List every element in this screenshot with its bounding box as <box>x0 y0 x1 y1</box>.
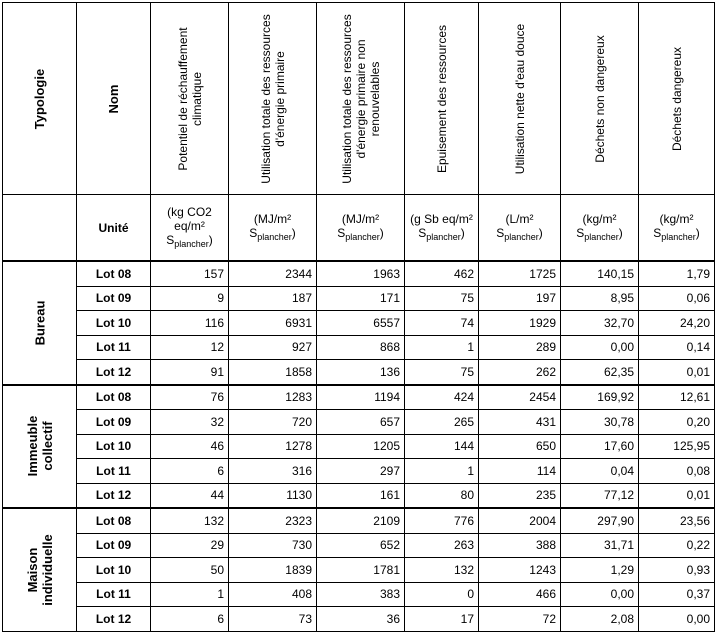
value-cell: 2454 <box>479 385 561 410</box>
value-cell: 2004 <box>479 508 561 533</box>
value-cell: 6 <box>151 607 229 632</box>
table-row <box>3 410 715 435</box>
value-cell: 2344 <box>229 261 317 286</box>
unit-s: S <box>496 225 505 240</box>
table-row <box>3 558 715 583</box>
value-cell: 0,08 <box>639 459 715 484</box>
value-cell: 80 <box>405 483 479 508</box>
value-cell: 316 <box>229 459 317 484</box>
unit-main: (MJ/m² <box>341 211 380 226</box>
value-cell: 1839 <box>229 558 317 583</box>
table-row <box>3 286 715 311</box>
table-row <box>3 335 715 360</box>
value-cell: 776 <box>405 508 479 533</box>
value-cell: 0,04 <box>561 459 639 484</box>
value-cell: 1725 <box>479 261 561 286</box>
unit-close: ) <box>379 225 384 240</box>
value-cell: 424 <box>405 385 479 410</box>
table-row <box>3 533 715 558</box>
unit-row <box>3 195 715 262</box>
value-cell: 1858 <box>229 360 317 385</box>
lot-cell: Lot 11 <box>77 335 151 360</box>
value-cell: 36 <box>317 607 405 632</box>
unit-close: ) <box>291 225 296 240</box>
unit-subscript: plancher <box>661 231 696 242</box>
value-cell: 1278 <box>229 434 317 459</box>
unit-s: S <box>653 225 662 240</box>
value-cell: 50 <box>151 558 229 583</box>
unit-main: (L/m² <box>505 211 534 226</box>
unit-cell <box>561 195 639 262</box>
header-typologie: Typologie <box>3 3 77 195</box>
header-col-5: Utilisation nette d'eau douce <box>479 3 561 195</box>
value-cell: 466 <box>479 582 561 607</box>
value-cell: 72 <box>479 607 561 632</box>
value-cell: 32,70 <box>561 311 639 336</box>
value-cell: 262 <box>479 360 561 385</box>
value-cell: 197 <box>479 286 561 311</box>
unit-cell <box>405 195 479 262</box>
unit-main: (MJ/m² <box>253 211 292 226</box>
unit-s: S <box>576 225 585 240</box>
table-row <box>3 483 715 508</box>
value-cell: 383 <box>317 582 405 607</box>
value-cell: 0,06 <box>639 286 715 311</box>
unit-main: (kg CO2 eq/m² <box>167 204 212 233</box>
lot-cell: Lot 11 <box>77 582 151 607</box>
value-cell: 24,20 <box>639 311 715 336</box>
value-cell: 408 <box>229 582 317 607</box>
lot-cell: Lot 11 <box>77 459 151 484</box>
value-cell: 31,71 <box>561 533 639 558</box>
value-cell: 720 <box>229 410 317 435</box>
unit-subscript: plancher <box>504 231 539 242</box>
value-cell: 730 <box>229 533 317 558</box>
value-cell: 868 <box>317 335 405 360</box>
header-nom: Nom <box>77 3 151 195</box>
unit-cell <box>639 195 715 262</box>
value-cell: 1,79 <box>639 261 715 286</box>
value-cell: 1243 <box>479 558 561 583</box>
value-cell: 62,35 <box>561 360 639 385</box>
lot-cell: Lot 10 <box>77 311 151 336</box>
unit-subscript: plancher <box>257 231 292 242</box>
table-row <box>3 385 715 410</box>
value-cell: 12 <box>151 335 229 360</box>
value-cell: 114 <box>479 459 561 484</box>
header-col-4: Epuisement des ressources <box>405 3 479 195</box>
value-cell: 650 <box>479 434 561 459</box>
value-cell: 0,00 <box>561 582 639 607</box>
value-cell: 657 <box>317 410 405 435</box>
unit-empty-cell <box>3 195 77 262</box>
value-cell: 116 <box>151 311 229 336</box>
unit-close: ) <box>618 225 623 240</box>
value-cell: 2,08 <box>561 607 639 632</box>
group-label: Bureau <box>32 300 47 346</box>
group-label: Maison individuelle <box>24 534 55 606</box>
value-cell: 0,14 <box>639 335 715 360</box>
value-cell: 44 <box>151 483 229 508</box>
lot-cell: Lot 10 <box>77 434 151 459</box>
unit-close: ) <box>538 225 543 240</box>
value-cell: 1130 <box>229 483 317 508</box>
value-cell: 171 <box>317 286 405 311</box>
value-cell: 1194 <box>317 385 405 410</box>
unit-close: ) <box>208 232 213 247</box>
value-cell: 74 <box>405 311 479 336</box>
value-cell: 1963 <box>317 261 405 286</box>
value-cell: 1,29 <box>561 558 639 583</box>
value-cell: 136 <box>317 360 405 385</box>
value-cell: 1929 <box>479 311 561 336</box>
lot-cell: Lot 09 <box>77 410 151 435</box>
header-row <box>3 3 715 195</box>
table-row <box>3 607 715 632</box>
value-cell: 652 <box>317 533 405 558</box>
group-cell <box>3 261 77 385</box>
unit-close: ) <box>460 225 465 240</box>
lot-cell: Lot 09 <box>77 533 151 558</box>
lot-cell: Lot 12 <box>77 607 151 632</box>
impact-table <box>2 2 715 632</box>
value-cell: 12,61 <box>639 385 715 410</box>
value-cell: 73 <box>229 607 317 632</box>
lot-cell: Lot 08 <box>77 508 151 533</box>
value-cell: 30,78 <box>561 410 639 435</box>
value-cell: 1 <box>405 335 479 360</box>
value-cell: 125,95 <box>639 434 715 459</box>
value-cell: 1 <box>405 459 479 484</box>
value-cell: 297,90 <box>561 508 639 533</box>
unit-s: S <box>337 225 346 240</box>
value-cell: 75 <box>405 360 479 385</box>
header-col-2: Utilisation totale des ressources d'énergie primaire <box>229 3 317 195</box>
header-col-6: Déchets non dangereux <box>561 3 639 195</box>
value-cell: 169,92 <box>561 385 639 410</box>
value-cell: 289 <box>479 335 561 360</box>
value-cell: 144 <box>405 434 479 459</box>
value-cell: 8,95 <box>561 286 639 311</box>
table-row <box>3 508 715 533</box>
value-cell: 132 <box>151 508 229 533</box>
value-cell: 927 <box>229 335 317 360</box>
value-cell: 388 <box>479 533 561 558</box>
value-cell: 0,00 <box>639 607 715 632</box>
value-cell: 23,56 <box>639 508 715 533</box>
unit-cell <box>479 195 561 262</box>
value-cell: 431 <box>479 410 561 435</box>
lot-cell: Lot 10 <box>77 558 151 583</box>
value-cell: 9 <box>151 286 229 311</box>
table-row <box>3 434 715 459</box>
unit-close: ) <box>695 225 700 240</box>
unit-cell <box>151 195 229 262</box>
value-cell: 1283 <box>229 385 317 410</box>
lot-cell: Lot 08 <box>77 261 151 286</box>
value-cell: 1781 <box>317 558 405 583</box>
value-cell: 29 <box>151 533 229 558</box>
unit-s: S <box>418 225 427 240</box>
unit-label: Unité <box>77 195 151 262</box>
table-row <box>3 311 715 336</box>
lot-cell: Lot 08 <box>77 385 151 410</box>
value-cell: 161 <box>317 483 405 508</box>
value-cell: 462 <box>405 261 479 286</box>
value-cell: 6931 <box>229 311 317 336</box>
value-cell: 1205 <box>317 434 405 459</box>
group-label: Immeuble collectif <box>24 415 55 477</box>
value-cell: 2323 <box>229 508 317 533</box>
table-row <box>3 459 715 484</box>
header-col-3: Utilisation totale des ressources d'énergie primaire non renouvelables <box>317 3 405 195</box>
value-cell: 0 <box>405 582 479 607</box>
lot-cell: Lot 09 <box>77 286 151 311</box>
value-cell: 132 <box>405 558 479 583</box>
lot-cell: Lot 12 <box>77 483 151 508</box>
table-row <box>3 360 715 385</box>
value-cell: 187 <box>229 286 317 311</box>
value-cell: 0,01 <box>639 483 715 508</box>
value-cell: 297 <box>317 459 405 484</box>
value-cell: 265 <box>405 410 479 435</box>
value-cell: 6 <box>151 459 229 484</box>
value-cell: 140,15 <box>561 261 639 286</box>
value-cell: 0,22 <box>639 533 715 558</box>
unit-s: S <box>249 225 258 240</box>
value-cell: 2109 <box>317 508 405 533</box>
value-cell: 157 <box>151 261 229 286</box>
group-cell <box>3 385 77 509</box>
header-col-7: Déchets dangereux <box>639 3 715 195</box>
unit-subscript: plancher <box>174 238 209 249</box>
value-cell: 75 <box>405 286 479 311</box>
unit-cell <box>229 195 317 262</box>
unit-cell <box>317 195 405 262</box>
group-cell <box>3 508 77 631</box>
unit-subscript: plancher <box>584 231 619 242</box>
table-row <box>3 261 715 286</box>
value-cell: 76 <box>151 385 229 410</box>
value-cell: 235 <box>479 483 561 508</box>
unit-subscript: plancher <box>426 231 461 242</box>
value-cell: 263 <box>405 533 479 558</box>
unit-s: S <box>166 232 175 247</box>
value-cell: 0,20 <box>639 410 715 435</box>
table-row <box>3 582 715 607</box>
value-cell: 0,00 <box>561 335 639 360</box>
value-cell: 46 <box>151 434 229 459</box>
value-cell: 6557 <box>317 311 405 336</box>
value-cell: 17,60 <box>561 434 639 459</box>
header-col-1: Potentiel de réchauffement climatique <box>151 3 229 195</box>
value-cell: 0,93 <box>639 558 715 583</box>
value-cell: 91 <box>151 360 229 385</box>
value-cell: 0,01 <box>639 360 715 385</box>
value-cell: 0,37 <box>639 582 715 607</box>
value-cell: 32 <box>151 410 229 435</box>
lot-cell: Lot 12 <box>77 360 151 385</box>
value-cell: 1 <box>151 582 229 607</box>
value-cell: 77,12 <box>561 483 639 508</box>
unit-main: (kg/m² <box>659 211 694 226</box>
unit-main: (kg/m² <box>582 211 617 226</box>
unit-main: (g Sb eq/m² <box>410 211 473 226</box>
unit-subscript: plancher <box>345 231 380 242</box>
value-cell: 17 <box>405 607 479 632</box>
